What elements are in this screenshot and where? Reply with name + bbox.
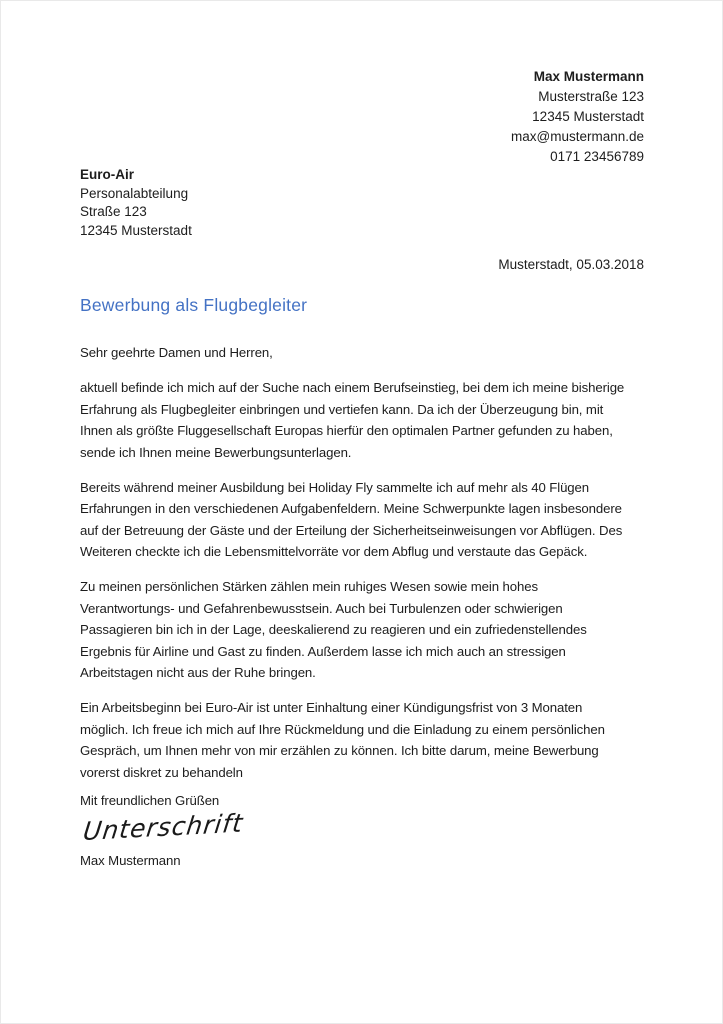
paragraph-line: Erfahrungen in den verschiedenen Aufgabenfeldern. Meine Schwerpunkte lagen insbesondere (80, 501, 622, 516)
recipient-department: Personalabteilung (80, 185, 189, 201)
paragraph-line: auf der Betreuung der Gäste und der Erteilung der Sicherheitseinweisungen vor Abflügen. Des (80, 522, 623, 538)
paragraph-line: sende ich Ihnen meine Bewerbungsunterlagen. (80, 444, 352, 460)
sender-name: Max Mustermann (533, 69, 644, 84)
paragraph-line: Zu meinen persönlichen Stärken zählen mein ruhiges Wesen sowie mein hohes (80, 579, 538, 594)
paragraph-line: Arbeitstagen nicht aus der Ruhe bringen. (80, 665, 316, 680)
paragraph-line: Weiteren checkte ich die Lebensmittelvorräte vor dem Abflug und verstaute das Gepäck. (80, 544, 588, 559)
paragraph-line: vorerst diskret zu behandeln (80, 764, 243, 780)
letter-body (80, 342, 700, 797)
paragraph-1 (80, 377, 700, 463)
signature-name: Max Mustermann (80, 853, 181, 868)
date-line: Musterstadt, 05.03.2018 (498, 257, 644, 272)
paragraph-line: aktuell befinde ich mich auf der Suche nach einem Berufseinstieg, bei dem ich meine bisherige (80, 380, 625, 395)
paragraph-line: Passagieren bin ich in der Lage, deeskalierend zu reagieren und ein zufriedenstellendes (80, 622, 587, 637)
handwritten-signature: Unterschrift (81, 807, 245, 846)
paragraph-line: Erfahrung als Flugbegleiter einbringen und vertiefen kann. Da ich der Überzeugung bin, mit (80, 401, 604, 417)
recipient-city: 12345 Musterstadt (80, 222, 192, 238)
subject-heading: Bewerbung als Flugbegleiter (80, 295, 308, 315)
sender-email: max@mustermann.de (510, 129, 644, 144)
recipient-street: Straße 123 (80, 204, 147, 219)
paragraph-line: Verantwortungs- und Gefahrenbewusstsein. Auch bei Turbulenzen oder schwierigen (80, 600, 563, 616)
paragraph-line: Ergebnis für Airline und Gast zu finden. Außerdem lasse ich mich auch an stressigen (80, 643, 566, 659)
recipient-company: Euro-Air (80, 167, 134, 182)
closing-block (80, 790, 245, 872)
paragraph-line: möglich. Ich freue ich mich auf Ihre Rückmeldung und die Einladung zu einem persönlichen (80, 721, 605, 737)
recipient-block (80, 166, 192, 240)
paragraph-line: Gespräch, um Ihnen mehr von mir erzählen zu können. Ich bitte darum, meine Bewerbung (80, 743, 599, 758)
sender-block (511, 67, 644, 167)
sender-city: 12345 Musterstadt (532, 109, 644, 124)
paragraph-line: Ein Arbeitsbeginn bei Euro-Air ist unter Einhaltung einer Kündigungsfrist von 3 Monaten (80, 700, 583, 715)
paragraph-line: Ihnen als größte Fluggesellschaft Europas hierfür den optimalen Partner gefunden zu haben, (80, 423, 613, 438)
paragraph-2 (80, 477, 700, 563)
salutation: Sehr geehrte Damen und Herren, (80, 345, 273, 360)
sender-street: Musterstraße 123 (538, 89, 644, 104)
paragraph-4 (80, 697, 700, 783)
paragraph-line: Bereits während meiner Ausbildung bei Holiday Fly sammelte ich auf mehr als 40 Flügen (80, 479, 589, 495)
sender-phone: 0171 23456789 (550, 149, 644, 164)
closing-phrase: Mit freundlichen Grüßen (80, 793, 220, 808)
paragraph-3 (80, 576, 700, 684)
